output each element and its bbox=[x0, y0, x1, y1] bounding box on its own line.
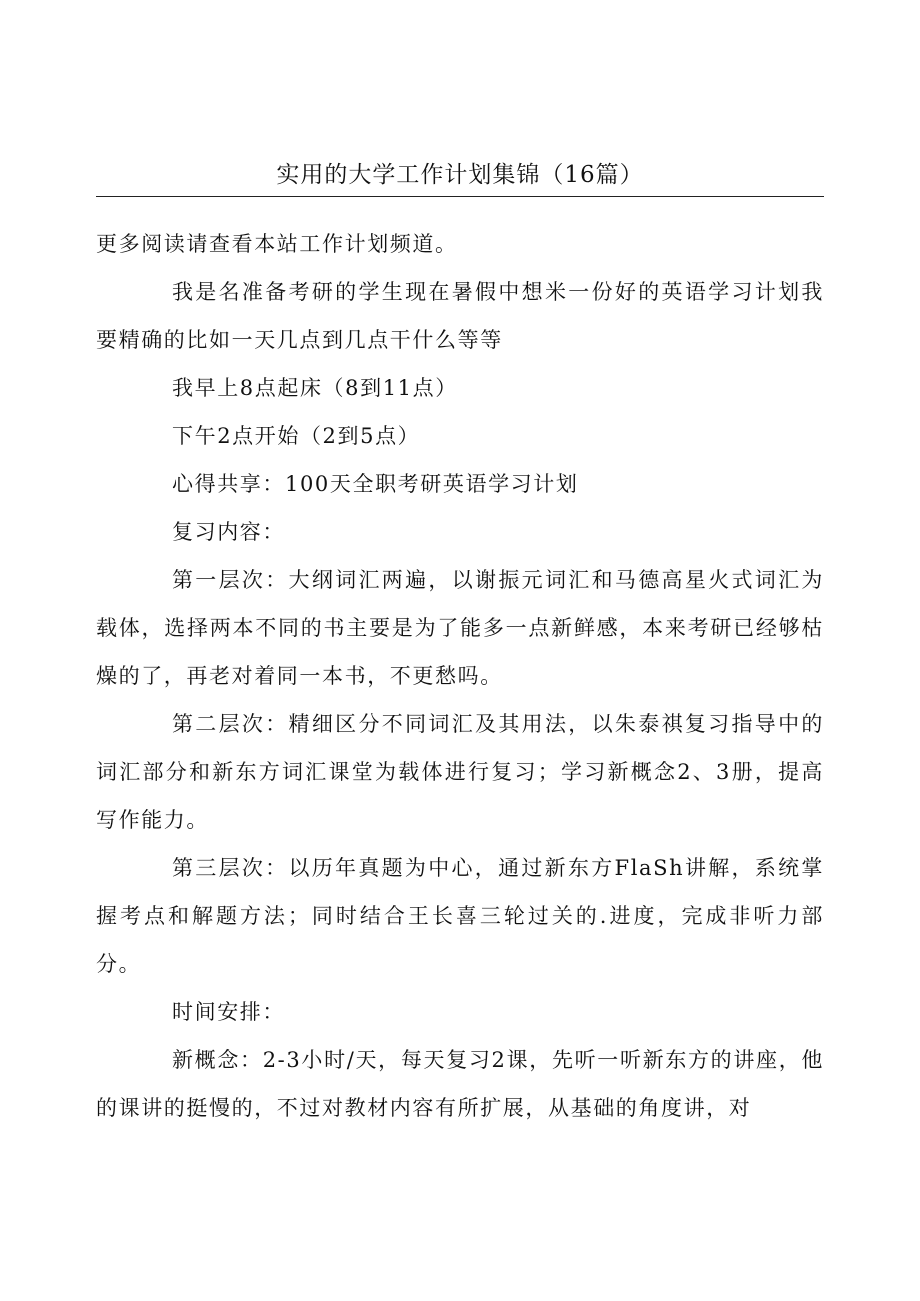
paragraph: 我早上8点起床（8到11点） bbox=[172, 376, 458, 400]
title-underline bbox=[96, 196, 824, 197]
paragraph: 第一层次：大纲词汇两遍，以谢振元词汇和马德高星火式词汇为载体，选择两本不同的书主要是为了能多一点新鲜感，本来考研已经够枯燥的了，再老对着同一本书，不更愁吗。 bbox=[96, 568, 824, 688]
paragraph: 时间安排： bbox=[172, 1000, 285, 1024]
paragraph-intro: 更多阅读请查看本站工作计划频道。 bbox=[96, 232, 458, 256]
paragraph: 我是名准备考研的学生现在暑假中想米一份好的英语学习计划我要精确的比如一天几点到几点干什么等等 bbox=[96, 280, 824, 352]
paragraph: 第三层次：以历年真题为中心，通过新东方FlaSh讲解，系统掌握考点和解题方法；同时结合王长喜三轮过关的.进度，完成非听力部分。 bbox=[96, 856, 824, 976]
paragraph: 新概念：2-3小时/天，每天复习2课，先听一听新东方的讲座，他的课讲的挺慢的，不过对教材内容有所扩展，从基础的角度讲，对 bbox=[96, 1048, 824, 1120]
paragraph: 第二层次：精细区分不同词汇及其用法，以朱泰祺复习指导中的词汇部分和新东方词汇课堂为载体进行复习；学习新概念2、3册，提高写作能力。 bbox=[96, 712, 824, 832]
document-title: 实用的大学工作计划集锦（16篇） bbox=[276, 162, 644, 188]
paragraph: 复习内容： bbox=[172, 520, 285, 544]
document-body bbox=[96, 220, 824, 1132]
paragraph: 心得共享：100天全职考研英语学习计划 bbox=[172, 472, 579, 496]
paragraph: 下午2点开始（2到5点） bbox=[172, 424, 421, 448]
